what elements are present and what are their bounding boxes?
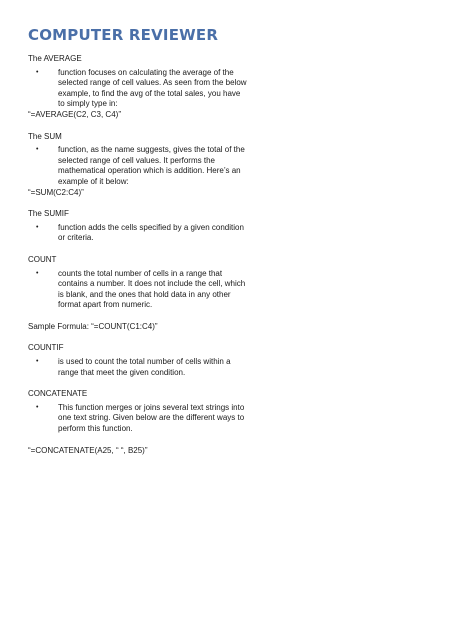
bullet-icon: • bbox=[36, 358, 39, 366]
bullet-icon: • bbox=[36, 223, 39, 231]
section-sumif bbox=[28, 209, 458, 244]
section-sum bbox=[28, 132, 458, 199]
bullet-icon: • bbox=[36, 68, 39, 76]
section-heading: COUNTIF bbox=[28, 343, 64, 353]
section-heading: The SUMIF bbox=[28, 209, 69, 219]
bullet-text: function adds the cells specified by a given condition or criteria. bbox=[58, 222, 244, 243]
bullet-text: counts the total number of cells in a range that contains a number. It does not include the cell, which is blank, and the ones that hold data in any other format apart from numeric. bbox=[58, 268, 246, 310]
section-heading: The AVERAGE bbox=[28, 54, 82, 63]
section-count bbox=[28, 255, 458, 311]
list-item bbox=[28, 269, 248, 311]
bullet-icon: • bbox=[36, 146, 39, 154]
bullet-list bbox=[28, 223, 458, 244]
bullet-text: function, as the name suggests, gives the total of the selected range of cell values. It performs the mathematical operation which is addition. Here’s an example of it below: bbox=[58, 145, 245, 186]
list-item bbox=[28, 223, 248, 244]
bullet-list bbox=[28, 269, 458, 311]
list-item bbox=[28, 403, 248, 435]
section-heading: COUNT bbox=[28, 254, 57, 264]
formula-text: “=SUM(C2:C4)” bbox=[28, 187, 84, 197]
section-average bbox=[28, 54, 458, 121]
bullet-list bbox=[28, 403, 458, 435]
bullet-icon: • bbox=[36, 269, 39, 277]
bullet-icon: • bbox=[36, 403, 39, 411]
section-heading: The SUM bbox=[28, 131, 62, 141]
section-heading: CONCATENATE bbox=[28, 389, 88, 399]
formula-text: “=AVERAGE(C2, C3, C4)” bbox=[28, 109, 121, 119]
bullet-list bbox=[28, 68, 458, 110]
bullet-list bbox=[28, 145, 458, 187]
bullet-text: is used to count the total number of cells within a range that meet the given condition. bbox=[58, 357, 231, 377]
section-concatenate bbox=[28, 389, 458, 434]
concatenate-formula: “=CONCATENATE(A25, “ “, B25)” bbox=[28, 445, 148, 455]
document-body bbox=[28, 54, 458, 456]
list-item bbox=[28, 68, 248, 110]
list-item bbox=[28, 357, 248, 378]
bullet-text: This function merges or joins several text strings into one text string. Given below are the different ways to perform this function. bbox=[58, 402, 245, 434]
bullet-text: function focuses on calculating the average of the selected range of cell values. As seen from the below example, to find the avg of the total sales, you have to simply type in: bbox=[58, 67, 247, 109]
count-sample-formula: Sample Formula: “=COUNT(C1:C4)” bbox=[28, 321, 158, 331]
page-title: COMPUTER REVIEWER bbox=[28, 26, 219, 44]
bullet-list bbox=[28, 357, 458, 378]
list-item bbox=[28, 145, 248, 187]
section-countif bbox=[28, 343, 458, 378]
